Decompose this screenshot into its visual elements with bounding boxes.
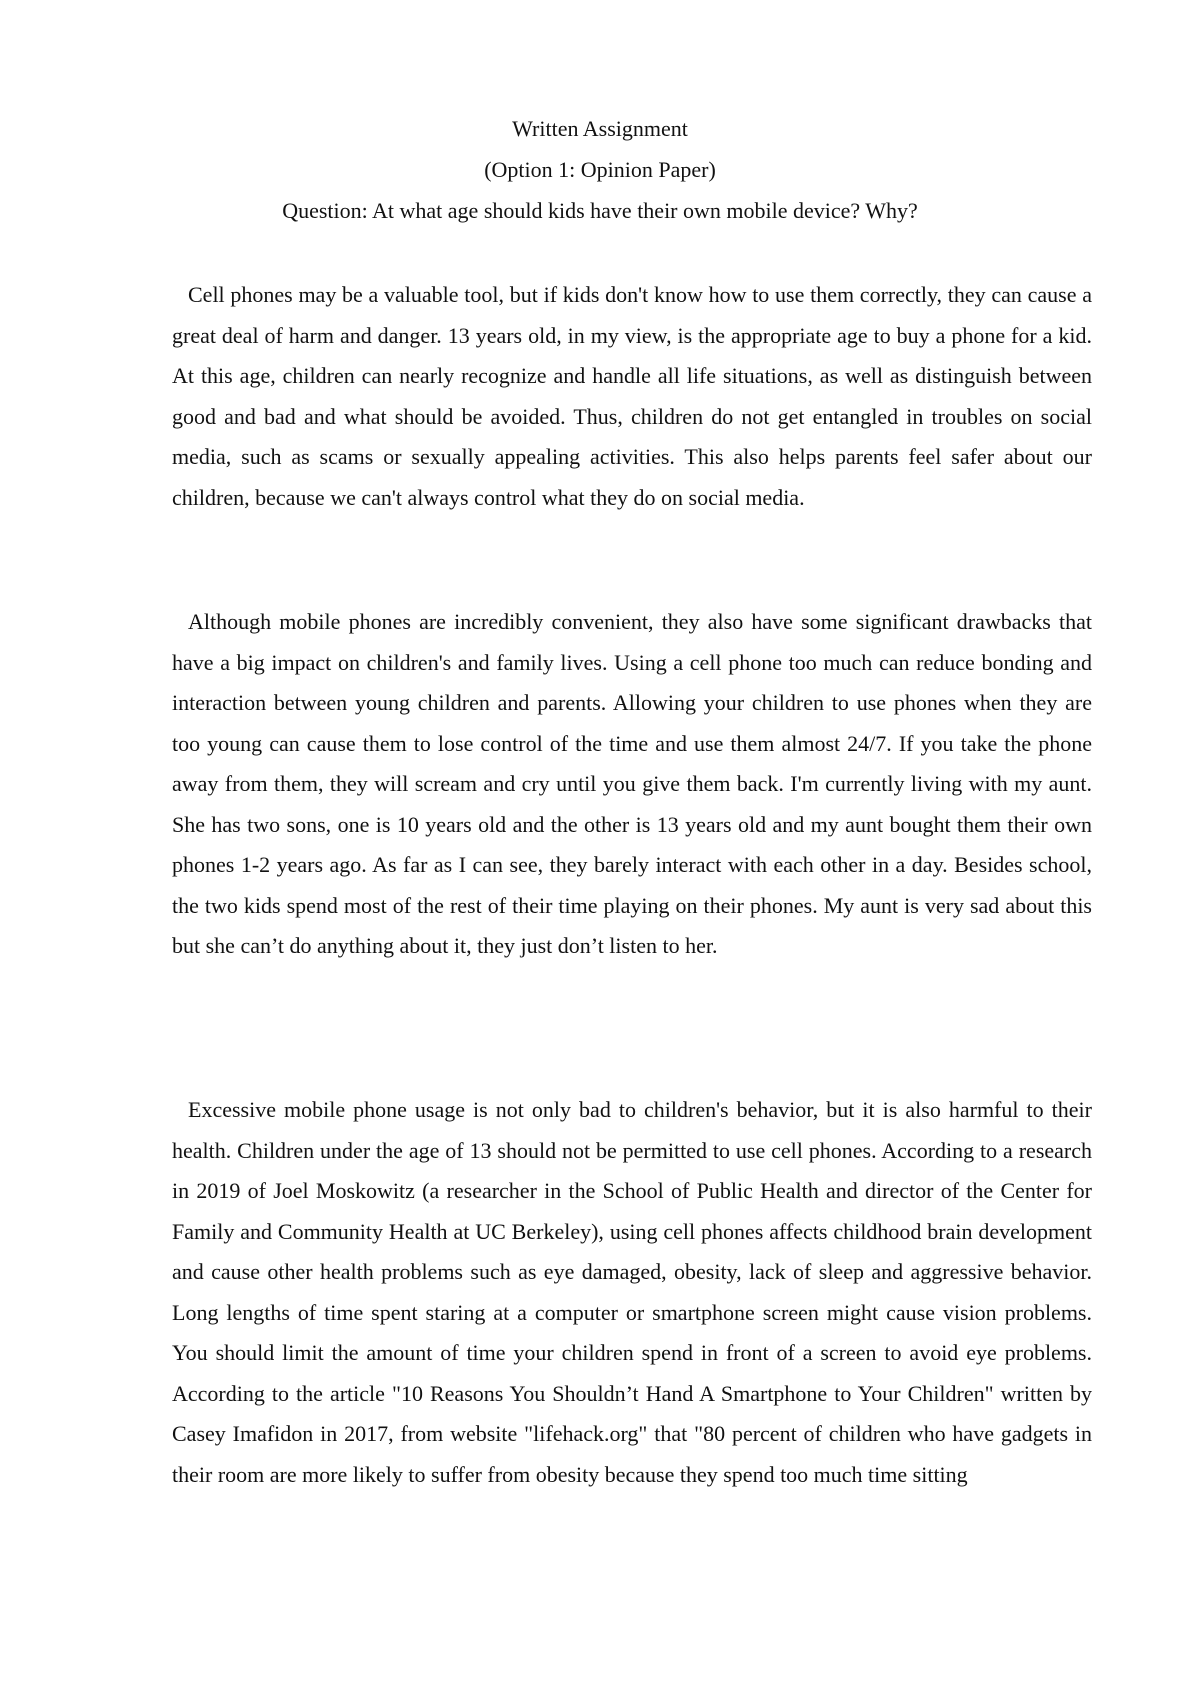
assignment-subtitle: (Option 1: Opinion Paper) <box>484 157 716 182</box>
assignment-title: Written Assignment <box>512 116 688 141</box>
paragraph-1: Cell phones may be a valuable tool, but if kids don't know how to use them correctly, they can cause a great deal of harm and danger. 13 years old, in my view, is the appropriate age to buy a phone for a kid. At this age, children can nearly recognize and handle all life situations, as well as distinguish between good and bad and what should be avoided. Thus, children do not get entangled in troubles on social media, such as scams or sexually appealing activities. This also helps parents feel safer about our children, because we can't always control what they do on social media. <box>172 282 1092 510</box>
paragraph-2: Although mobile phones are incredibly convenient, they also have some significant drawbacks that have a big impact on children's and family lives. Using a cell phone too much can reduce bonding and interaction between young children and parents. Allowing your children to use phones when they are too young can cause them to lose control of the time and use them almost 24/7. If you take the phone away from them, they will scream and cry until you give them back. I'm currently living with my aunt. She has two sons, one is 10 years old and the other is 13 years old and my aunt bought them their own phones 1-2 years ago. As far as I can see, they barely interact with each other in a day. Besides school, the two kids spend most of the rest of their time playing on their phones. My aunt is very sad about this but she can’t do anything about it, they just don’t listen to her. <box>172 609 1092 958</box>
assignment-question: Question: At what age should kids have their own mobile device? Why? <box>282 198 918 223</box>
paragraph-3: Excessive mobile phone usage is not only bad to children's behavior, but it is also harmful to their health. Children under the age of 13 should not be permitted to use cell phones. According to a research in 2019 of Joel Moskowitz (a researcher in the School of Public Health and director of the Center for Family and Community Health at UC Berkeley), using cell phones affects childhood brain development and cause other health problems such as eye damaged, obesity, lack of sleep and aggressive behavior. Long lengths of time spent staring at a computer or smartphone screen might cause vision problems. You should limit the amount of time your children spend in front of a screen to avoid eye problems. According to the article "10 Reasons You Shouldn’t Hand A Smartphone to Your Children" written by Casey Imafidon in 2017, from website "lifehack.org" that "80 percent of children who have gadgets in their room are more likely to suffer from obesity because they spend too much time sitting <box>172 1097 1092 1487</box>
